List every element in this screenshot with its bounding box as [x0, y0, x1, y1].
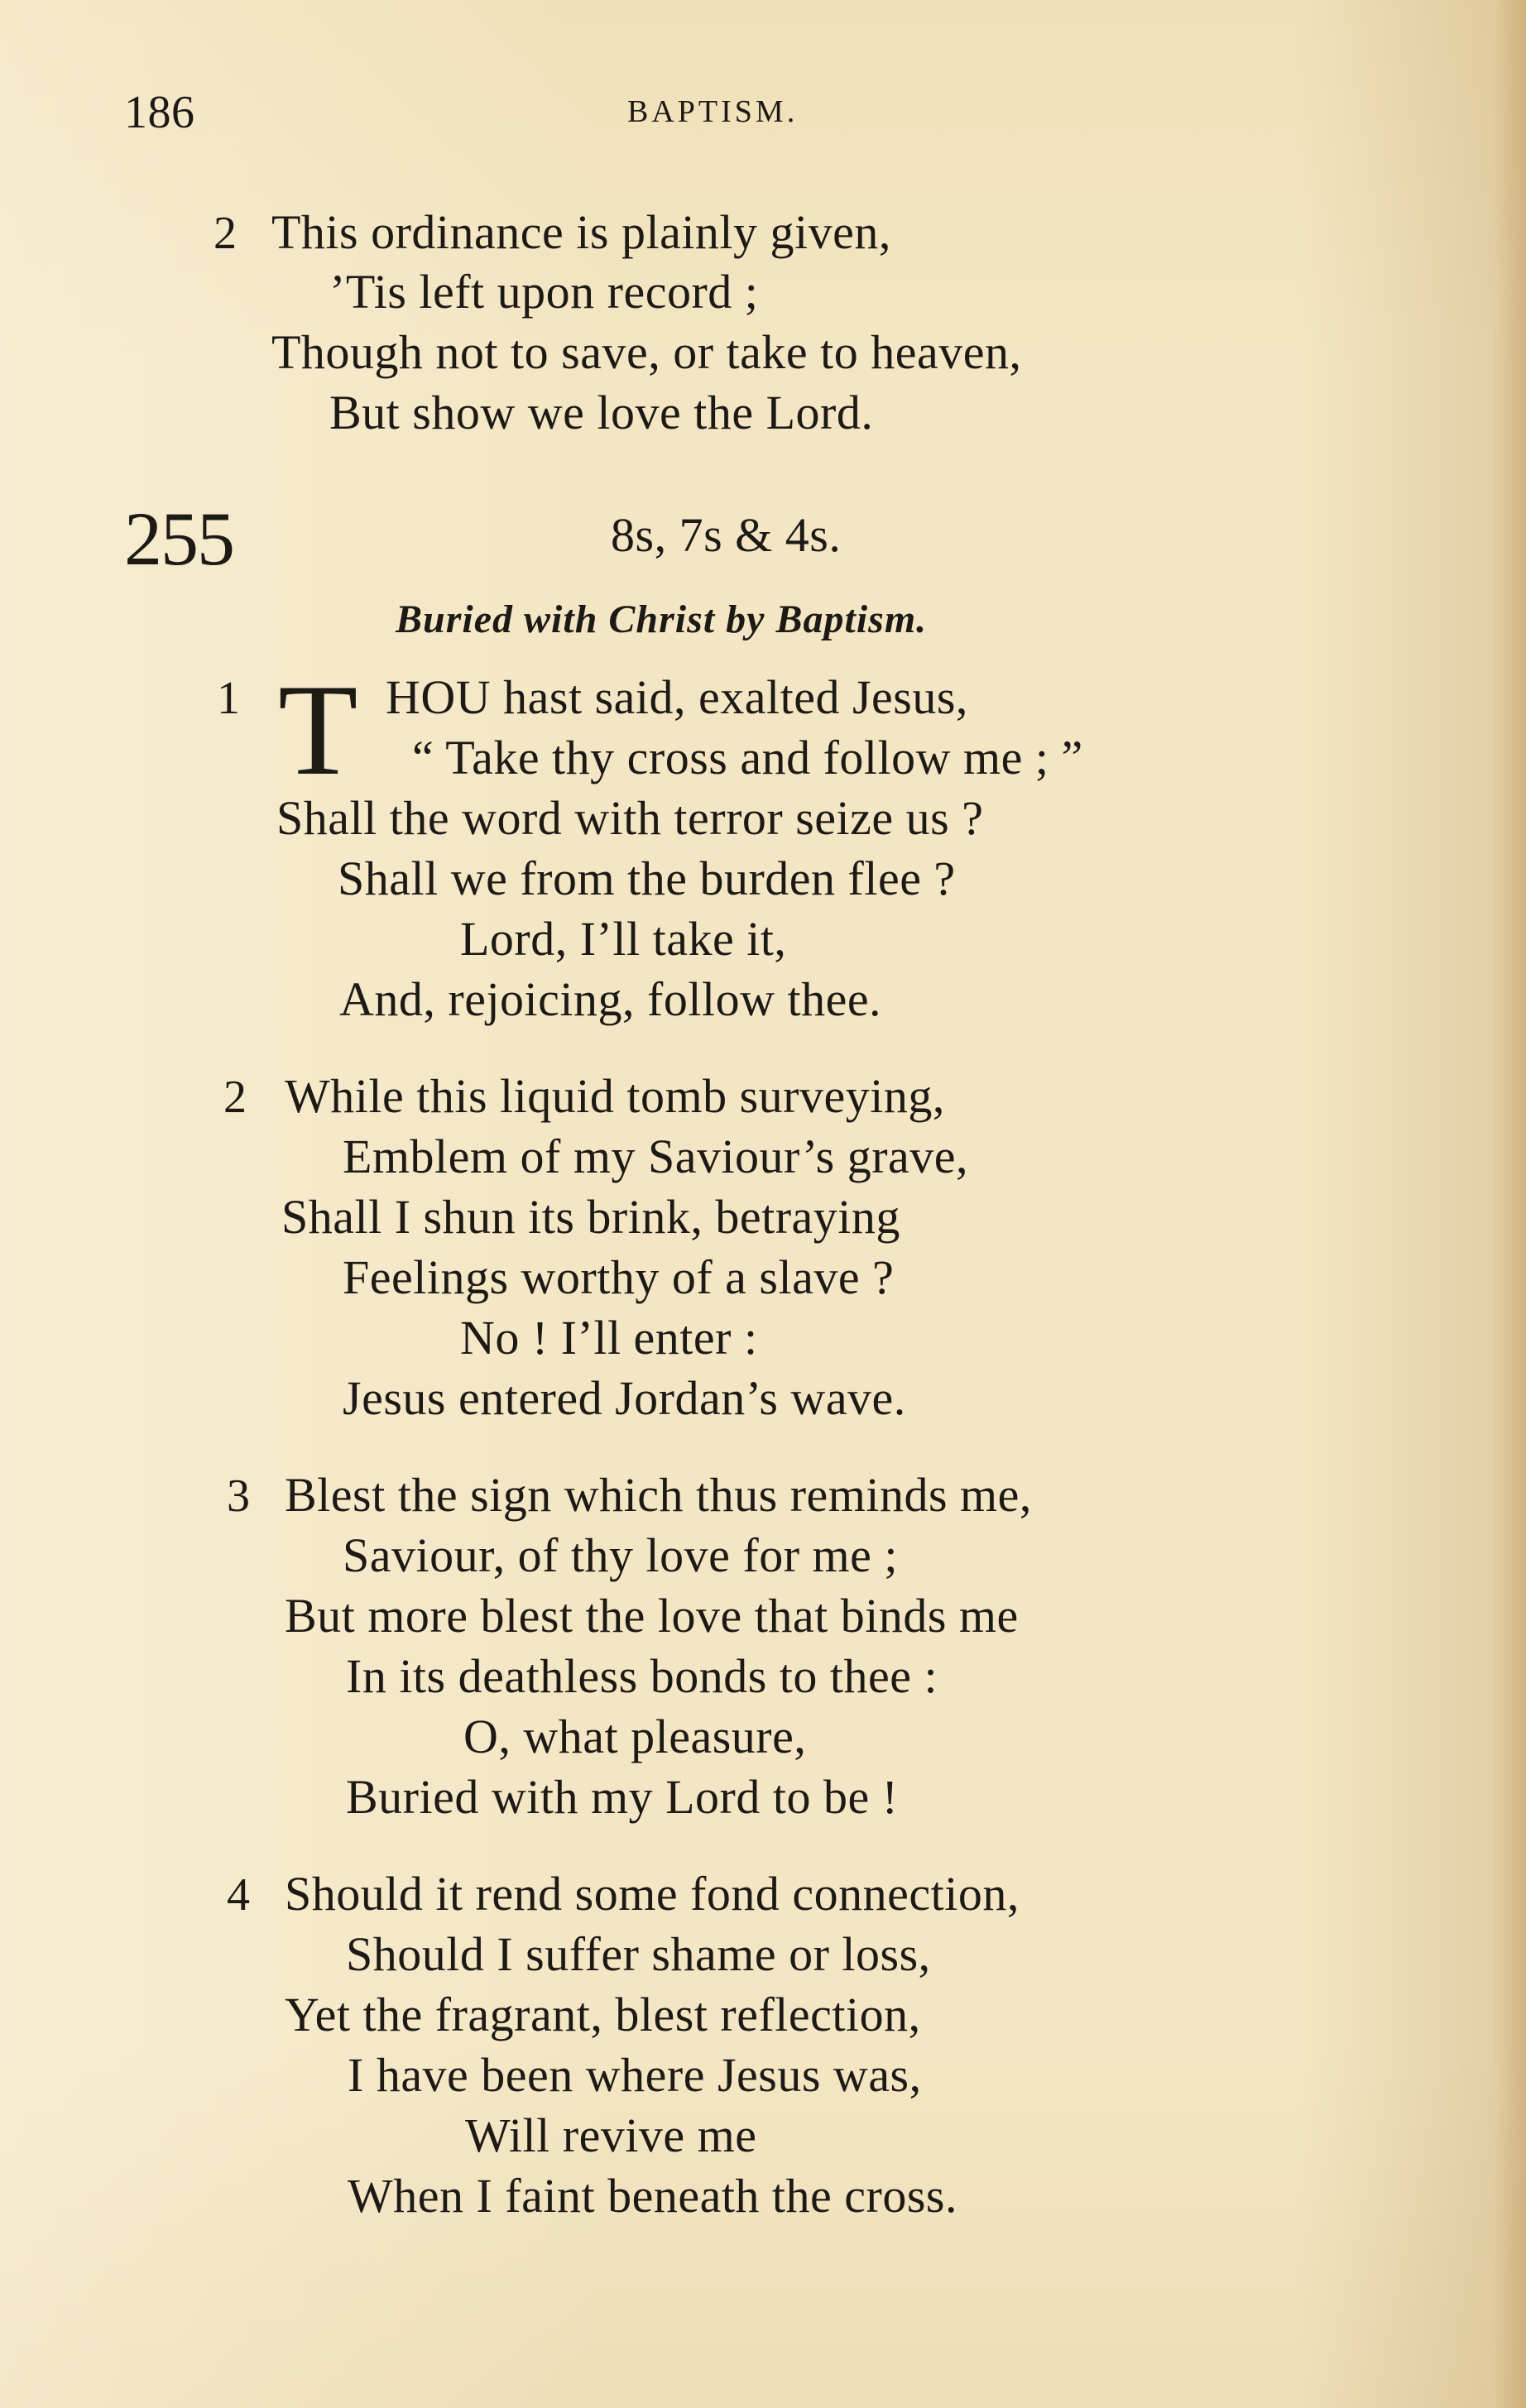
- verse-line: Should it rend some fond connection,: [285, 1867, 1020, 1921]
- verse-line: But more blest the love that binds me: [285, 1589, 1019, 1643]
- verse-line: Though not to save, or take to heaven,: [271, 325, 1022, 379]
- verse-line: Feelings worthy of a slave ?: [343, 1250, 895, 1304]
- verse-line: Lord, I’ll take it,: [460, 912, 787, 966]
- verse-line: Jesus entered Jordan’s wave.: [343, 1371, 906, 1425]
- verse-line: Shall I shun its brink, betraying: [281, 1190, 900, 1244]
- verse-line: No ! I’ll enter :: [460, 1311, 758, 1365]
- verse-line: Yet the fragrant, blest reflection,: [285, 1988, 921, 2041]
- verse-line: ’Tis left upon record ;: [329, 265, 759, 319]
- verse-line: In its deathless bonds to thee :: [346, 1649, 938, 1703]
- running-title: BAPTISM.: [627, 94, 799, 129]
- verse-line: Shall the word with terror seize us ?: [276, 791, 984, 845]
- verse-line: Will revive me: [465, 2108, 757, 2162]
- verse-line: While this liquid tomb surveying,: [285, 1069, 945, 1123]
- verse-line: But show we love the Lord.: [329, 386, 874, 439]
- verse-line: Should I suffer shame or loss,: [346, 1927, 931, 1981]
- verse-line: HOU hast said, exalted Jesus,: [386, 670, 968, 724]
- verse-line: When I faint beneath the cross.: [348, 2169, 957, 2223]
- verse-line: Blest the sign which thus reminds me,: [285, 1468, 1032, 1522]
- page-edge-shadow: [1493, 0, 1526, 2408]
- hymn-number: 255: [124, 496, 233, 581]
- drop-cap: T: [278, 658, 358, 803]
- verse-line: “ Take thy cross and follow me ; ”: [412, 731, 1083, 784]
- verse-line: Buried with my Lord to be !: [346, 1770, 899, 1824]
- hymn-title: Buried with Christ by Baptism.: [396, 597, 928, 641]
- verse-number: 2: [223, 1072, 247, 1123]
- verse-line: I have been where Jesus was,: [348, 2048, 922, 2102]
- verse-number: 4: [227, 1869, 251, 1921]
- verse-number: 2: [214, 208, 238, 259]
- verse-line: And, rejoicing, follow thee.: [339, 972, 882, 1026]
- hymn-meter: 8s, 7s & 4s.: [611, 508, 842, 562]
- verse-line: Emblem of my Saviour’s grave,: [343, 1130, 969, 1183]
- verse-line: Saviour, of thy love for me ;: [343, 1528, 898, 1582]
- verse-number: 1: [217, 673, 241, 724]
- verse-line: O, what pleasure,: [463, 1710, 807, 1763]
- verse-line: Shall we from the burden flee ?: [338, 851, 956, 905]
- verse-line: This ordinance is plainly given,: [271, 205, 891, 259]
- verse-number: 3: [227, 1470, 251, 1522]
- page-number: 186: [124, 87, 195, 138]
